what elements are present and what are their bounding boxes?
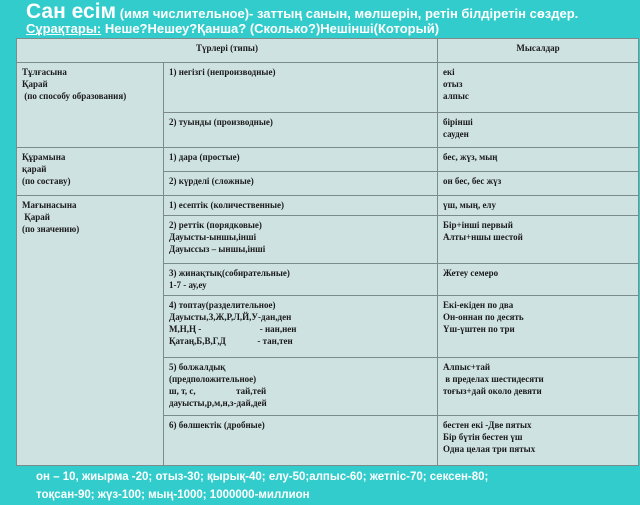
category-cell-composition — [17, 148, 164, 196]
example-line: Он-оннан по десять — [443, 312, 524, 322]
type-line: 1) дара (простые) — [169, 152, 240, 162]
title-main: Сан есім — [26, 0, 117, 23]
type-line: 1-7 - ау,еу — [169, 280, 207, 290]
numeral-types-table — [16, 38, 639, 466]
category-line: Тұлғасына — [22, 67, 67, 77]
questions-text: Неше?Нешеу?Қанша? (Сколько?)Нешінші(Который) — [101, 21, 440, 36]
category-line: Мағынасына — [22, 200, 77, 210]
category-line: Қарай — [22, 212, 50, 222]
examples-cell — [438, 63, 639, 113]
examples-cell — [438, 264, 639, 296]
example-line: Алты+ншы шестой — [443, 232, 523, 242]
example-line: сауден — [443, 129, 469, 139]
title-definition: (имя числительное)- заттың санын, мөлшерін, ретін білдіретін сөздер. — [116, 6, 579, 21]
type-line: М,Н,Ң - - нан,нен — [169, 324, 297, 334]
examples-cell — [438, 216, 639, 264]
numbers-footer — [36, 468, 636, 504]
type-cell — [164, 196, 438, 216]
example-line: Жетеу семеро — [443, 268, 499, 278]
category-line: қарай — [22, 164, 47, 174]
example-line: Екі-екіден по два — [443, 300, 514, 310]
type-line: 1) негізгі (непроизводные) — [169, 67, 276, 77]
type-line: (предположительное) — [169, 374, 257, 384]
type-cell — [164, 264, 438, 296]
example-line: в пределах шестидесяти — [443, 374, 544, 384]
category-cell-meaning — [17, 196, 164, 466]
header-types: Түрлері (типы) — [17, 39, 438, 63]
type-line: дауысты,р,м,н,з-дай,дей — [169, 398, 267, 408]
category-line: Құрамына — [22, 152, 66, 162]
table-header-row — [17, 39, 639, 63]
category-line: (по составу) — [22, 176, 71, 186]
example-line: екі — [443, 67, 455, 77]
type-line: Дауысты,З,Ж,Р,Л,Й,У-дан,ден — [169, 312, 292, 322]
questions-line — [26, 21, 626, 36]
type-cell — [164, 63, 438, 113]
category-cell-formation — [17, 63, 164, 148]
table-row — [17, 148, 639, 172]
type-cell — [164, 416, 438, 466]
type-line: 2) күрделі (сложные) — [169, 176, 254, 186]
table-row — [17, 196, 639, 216]
examples-cell — [438, 196, 639, 216]
type-line: Дауыссыз – ыншы,інші — [169, 244, 266, 254]
example-line: он бес, бес жүз — [443, 176, 502, 186]
type-cell — [164, 216, 438, 264]
footer-line-2: тоқсан-90; жүз-100; мың-1000; 1000000-миллион — [36, 489, 310, 501]
example-line: Алпыс+тай — [443, 362, 491, 372]
example-line: алпыс — [443, 91, 469, 101]
table-row — [17, 63, 639, 113]
type-line: 2) туынды (производные) — [169, 117, 273, 127]
example-line: бес, жүз, мың — [443, 152, 498, 162]
examples-cell — [438, 113, 639, 148]
examples-cell — [438, 416, 639, 466]
example-line: бірінші — [443, 117, 473, 127]
category-line: (по значению) — [22, 224, 80, 234]
type-cell — [164, 148, 438, 172]
example-line: Бір+інші первый — [443, 220, 513, 230]
header-examples: Мысалдар — [438, 39, 639, 63]
type-line: 6) бөлшектік (дробные) — [169, 420, 265, 430]
type-line: 4) топтау(разделительное) — [169, 300, 276, 310]
examples-cell — [438, 148, 639, 172]
example-line: бестен екі -Две пятых — [443, 420, 532, 430]
category-line: Қарай — [22, 79, 48, 89]
type-line: 5) болжалдық — [169, 362, 226, 372]
example-line: үш, мың, елу — [443, 200, 496, 210]
type-cell — [164, 296, 438, 358]
type-cell — [164, 358, 438, 416]
type-line: Дауысты-ыншы,інші — [169, 232, 257, 242]
example-line: Одна целая три пятых — [443, 444, 536, 454]
type-line: 3) жинақтық(собирательные) — [169, 268, 290, 278]
examples-cell — [438, 296, 639, 358]
type-line: 1) есептік (количественные) — [169, 200, 285, 210]
example-line: отыз — [443, 79, 463, 89]
type-line: ш, т, с, тай,тей — [169, 386, 267, 396]
type-cell — [164, 172, 438, 196]
example-line: Үш-үштен по три — [443, 324, 515, 334]
type-line: Қатаң,Б,В,Г,Д - тан,тен — [169, 336, 293, 346]
category-line: (по способу образования) — [22, 91, 127, 101]
type-line: 2) реттік (порядковые) — [169, 220, 262, 230]
example-line: тоғыз+дай около девяти — [443, 386, 542, 396]
footer-line-1: он – 10, жиырма -20; отыз-30; қырық-40; елу-50;алпыс-60; жетпіс-70; сексен-80; — [36, 471, 489, 483]
examples-cell — [438, 172, 639, 196]
questions-label: Сұрақтары: — [26, 21, 102, 36]
example-line: Бір бүтін бестен үш — [443, 432, 523, 442]
examples-cell — [438, 358, 639, 416]
type-cell — [164, 113, 438, 148]
